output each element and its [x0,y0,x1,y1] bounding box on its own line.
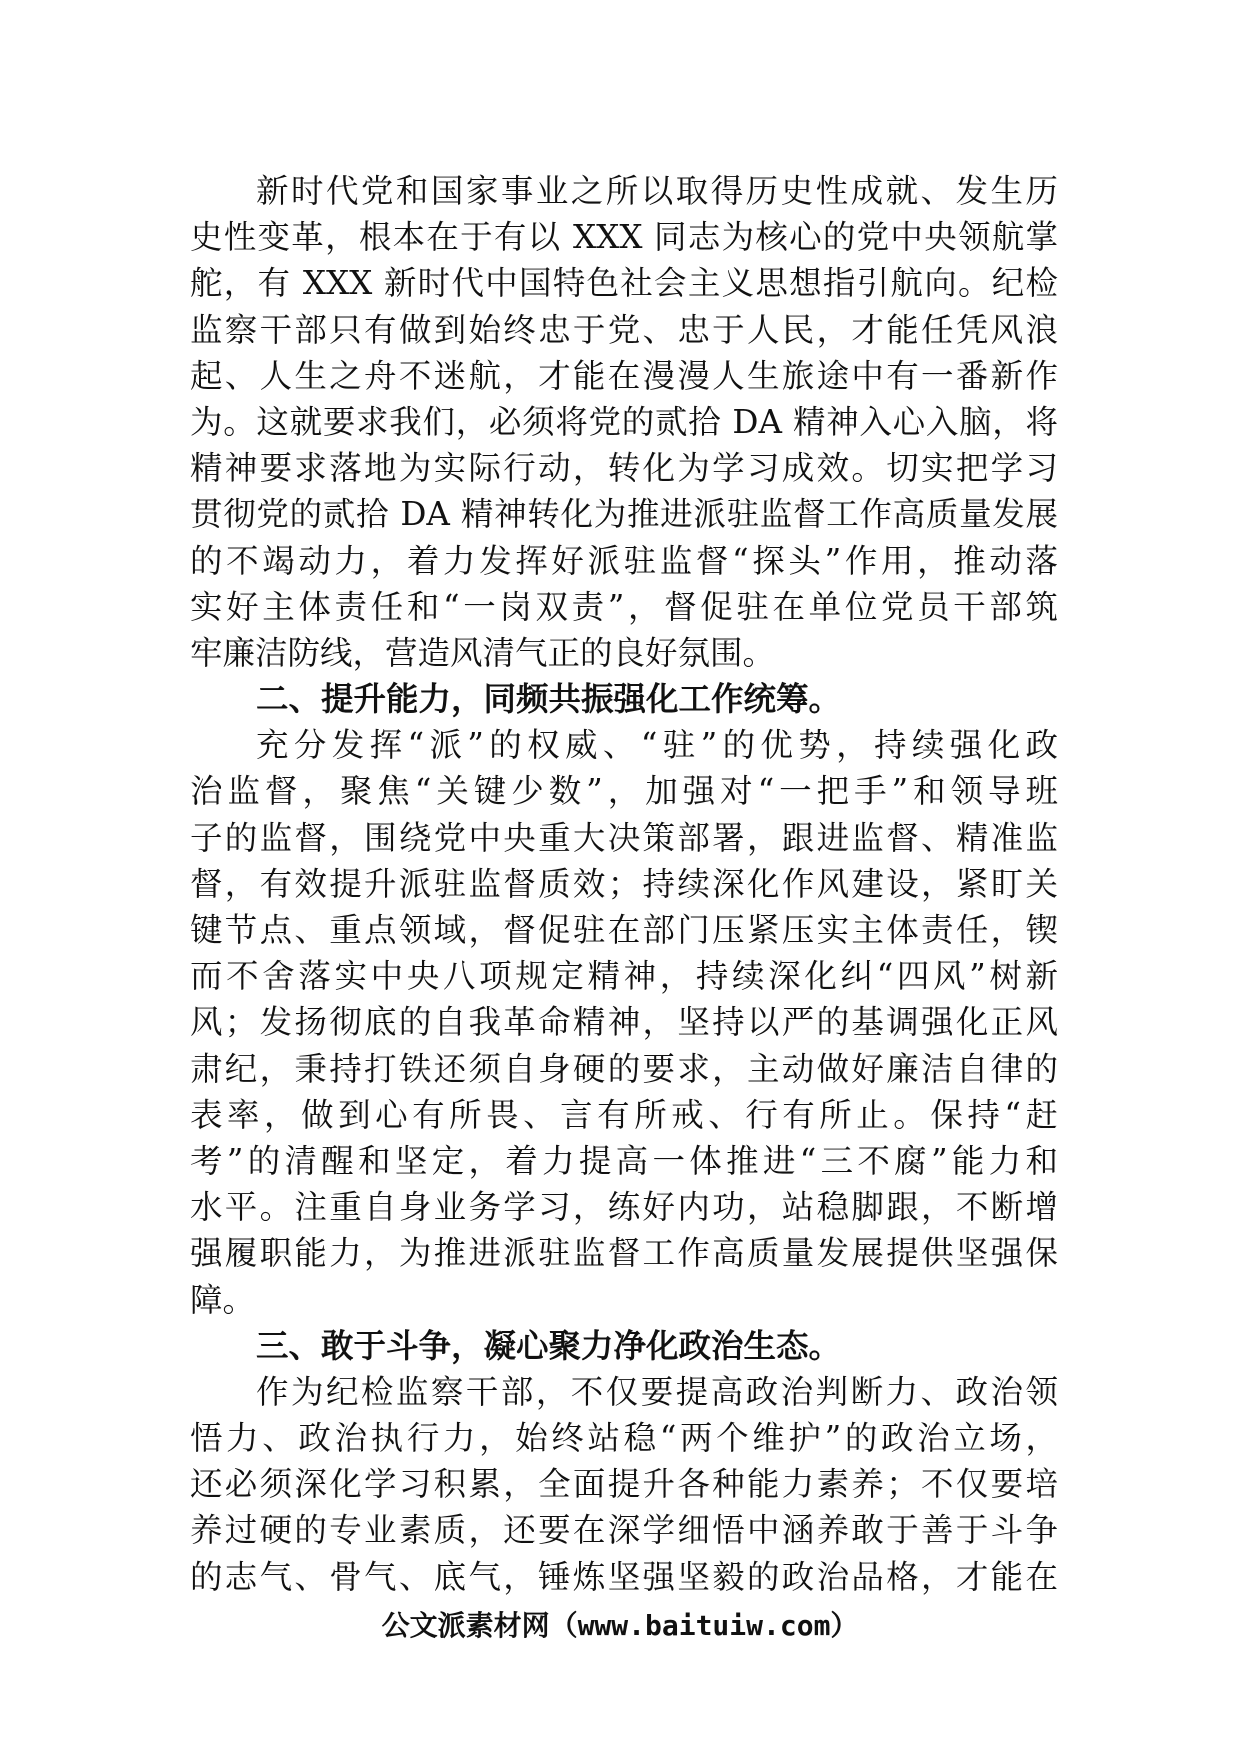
text-line: 充分发挥“派”的权威、“驻”的优势，持续强化政 [256,726,1058,765]
text-line: 子的监督，围绕党中央重大决策部署，跟进监督、精准监 [190,818,1058,857]
text-line: 舵，有 XXX 新时代中国特色社会主义思想指引航向。纪检 [190,264,1058,303]
section-heading: 二、提升能力，同频共振强化工作统筹。 [256,679,842,719]
text-line: 为。这就要求我们，必须将党的贰拾 DA 精神入心入脑，将 [190,402,1058,441]
text-line: 实好主体责任和“一岗双责”，督促驻在单位党员干部筑 [190,587,1058,626]
text-line: 作为纪检监察干部，不仅要提高政治判断力、政治领 [256,1372,1058,1411]
text-line: 肃纪，秉持打铁还须自身硬的要求，主动做好廉洁自律的 [190,1049,1058,1088]
footer-watermark: 公文派素材网（www.baituiw.com） [381,1609,859,1642]
text-line: 风；发扬彻底的自我革命精神，坚持以严的基调强化正风 [190,1003,1058,1042]
text-line: 悟力、政治执行力，始终站稳“两个维护”的政治立场， [190,1419,1058,1458]
text-line: 键节点、重点领域，督促驻在部门压紧压实主体责任，锲 [190,911,1058,949]
section-heading: 三、敢于斗争，凝心聚力净化政治生态。 [256,1325,842,1365]
text-line: 还必须深化学习积累，全面提升各种能力素养；不仅要培 [190,1465,1058,1504]
text-line: 牢廉洁防线，营造风清气正的良好氛围。 [190,633,776,672]
text-line: 史性变革，根本在于有以 XXX 同志为核心的党中央领航掌 [190,218,1058,257]
text-line: 的志气、骨气、底气，锤炼坚强坚毅的政治品格，才能在 [190,1557,1058,1596]
text-line: 强履职能力，为推进派驻监督工作高质量发展提供坚强保 [190,1234,1058,1273]
text-line: 障。 [190,1280,256,1319]
text-line: 养过硬的专业素质，还要在深学细悟中涵养敢于善于斗争 [190,1511,1058,1550]
text-line: 督，有效提升派驻监督质效；持续深化作风建设，紧盯关 [190,864,1058,903]
text-line: 新时代党和国家事业之所以取得历史性成就、发生历 [256,172,1058,210]
text-line: 治监督，聚焦“关键少数”，加强对“一把手”和领导班 [190,772,1058,811]
document-body [190,168,1058,1600]
text-line: 水平。注重自身业务学习，练好内功，站稳脚跟，不断增 [190,1188,1058,1227]
text-line: 的不竭动力，着力发挥好派驻监督“探头”作用，推动落 [190,541,1058,580]
text-line: 精神要求落地为实际行动，转化为学习成效。切实把学习 [190,449,1058,488]
text-line: 贯彻党的贰拾 DA 精神转化为推进派驻监督工作高质量发展 [190,495,1058,534]
text-line: 监察干部只有做到始终忠于党、忠于人民，才能任凭风浪 [190,310,1058,349]
text-line: 考”的清醒和坚定，着力提高一体推进“三不腐”能力和 [190,1141,1058,1180]
text-line: 表率，做到心有所畏、言有所戒、行有所止。保持“赶 [190,1095,1058,1134]
text-line: 而不舍落实中央八项规定精神，持续深化纠“四风”树新 [190,957,1058,996]
text-line: 起、人生之舟不迷航，才能在漫漫人生旅途中有一番新作 [190,356,1058,395]
